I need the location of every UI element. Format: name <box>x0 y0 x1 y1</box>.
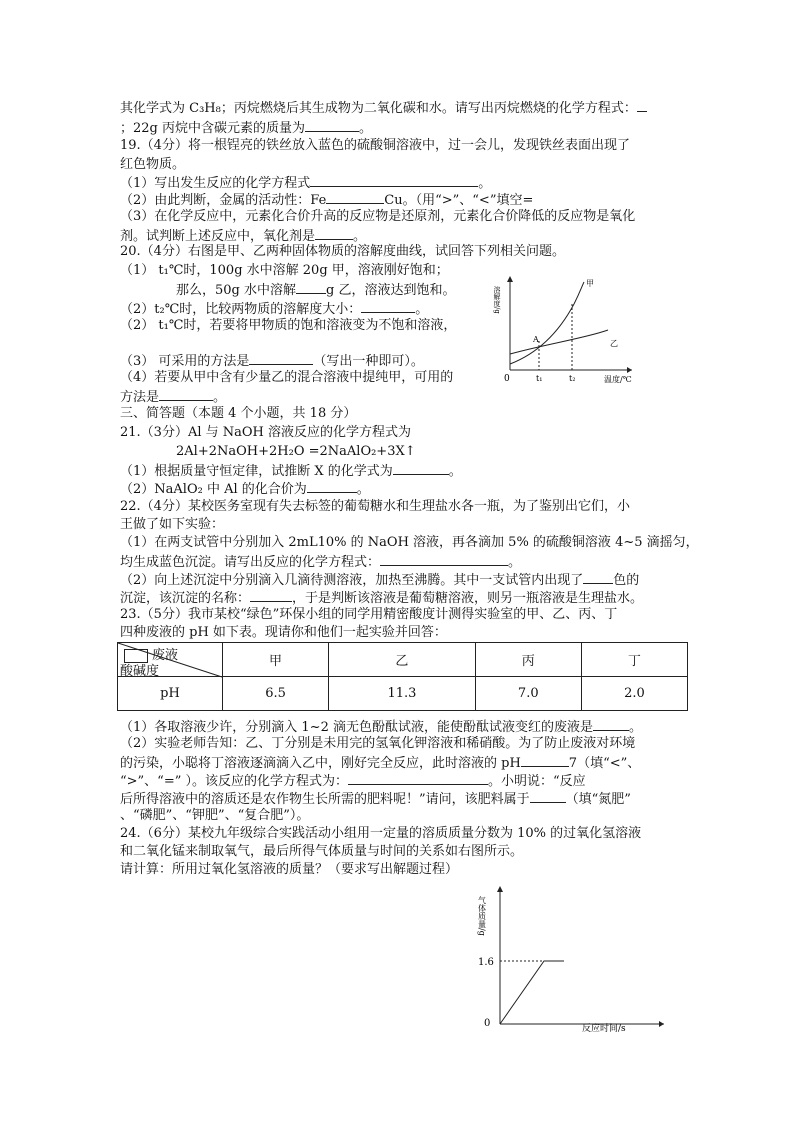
corner-label: 酸碱度 <box>120 664 160 679</box>
series-jia-label: 甲 <box>586 279 594 288</box>
text-line: （2） t₁℃时，若要将甲物质的饱和溶液变为不饱和溶液， <box>120 318 457 333</box>
text-line: 红色物质。 <box>120 157 186 172</box>
text-line: ；22g 丙烷中含碳元素的质量为 。 <box>120 117 372 139</box>
series-jia-line <box>510 282 584 364</box>
y-axis-arrow-icon <box>507 276 513 282</box>
point-a-label: A <box>533 335 539 344</box>
question-21: 21.（3分）Al 与 NaOH 溶液反应的化学方程式为 <box>120 425 412 440</box>
equation: 2Al+2NaOH+2H₂O =2NaAlO₂+3X↑ <box>176 444 416 459</box>
series-yi-label: 乙 <box>610 339 618 348</box>
text-line: 四种废液的 pH 如下表。现请你和他们一起实验并回答： <box>120 625 447 640</box>
ph-table <box>117 642 688 711</box>
text-line: 和二氧化锰来制取氧气，最后所得气体质量与时间的关系如右图所示。 <box>120 844 524 859</box>
y-axis-label: 溶解度/g <box>493 286 501 314</box>
text-line: （3）在化学反应中，元素化合价升高的反应物是还原剂，元素化合价降低的反应物是氧化 <box>120 209 636 224</box>
text-line: 其化学式为 C₃H₈；丙烷燃烧后其生成物为二氧化碳和水。请写出丙烷燃烧的化学方程式： <box>120 97 647 119</box>
solubility-graph <box>493 274 636 386</box>
origin-label: 0 <box>484 1018 491 1029</box>
text-line: 那么，50g 水中溶解 g 乙，溶液达到饱和。 <box>176 279 455 301</box>
text-line: 方法是 。 <box>120 386 226 408</box>
gas-mass-graph <box>478 884 668 1034</box>
table-cell: 6.5 <box>223 677 329 711</box>
table-cell: 2.0 <box>581 677 687 711</box>
table-row <box>118 677 688 711</box>
t1-label: t₁ <box>536 374 543 383</box>
question-23: 23.（5分）我市某校“绿色”环保小组的同学用精密酸度计测得实验室的甲、乙、丙、丁 <box>120 607 618 622</box>
t2-label: t₂ <box>569 374 576 383</box>
text-line: 、“磷肥”、“钾肥”、“复合肥”）。 <box>120 808 310 823</box>
gas-mass-line <box>500 961 564 1024</box>
row-label: pH <box>118 677 223 711</box>
x-axis-arrow-icon <box>659 1021 664 1027</box>
table-cell: 11.3 <box>329 677 476 711</box>
y-axis-arrow-icon <box>497 886 503 892</box>
section-heading: 三、简答题（本题 4 个小题，共 18 分） <box>120 406 357 421</box>
table-header: 丁 <box>581 643 687 677</box>
text-line: 请计算：所用过氧化氢溶液的质量？（要求写出解题过程） <box>120 862 459 877</box>
text-line: （2）实验老师告知：乙、丁分别是未用完的氢氧化钾溶液和稀硝酸。为了防止废液对环境 <box>120 736 636 751</box>
text-line: （1） t₁℃时，100g 水中溶解 20g 甲，溶液刚好饱和； <box>120 263 449 278</box>
x-axis-arrow-icon <box>627 367 632 373</box>
x-axis-label: 反应时间/s <box>582 1024 626 1034</box>
question-19: 19.（4分）将一根锃亮的铁丝放入蓝色的硫酸铜溶液中，过一会儿，发现铁丝表面出现了 <box>120 138 630 153</box>
text-line: （1）写出发生反应的化学方程式 。 <box>120 172 491 194</box>
question-22: 22.（4分）某校医务室现有失去标签的葡萄糖水和生理盐水各一瓶，为了鉴别出它们，小 <box>120 499 630 514</box>
question-24: 24.（6分）某校九年级综合实践活动小组用一定量的溶质质量分数为 10% 的过氧化氢溶液 <box>120 826 642 841</box>
text-line: 王做了如下实验： <box>120 517 225 532</box>
question-20: 20.（4分）右图是甲、乙两种固体物质的溶解度曲线，试回答下列相关问题。 <box>120 244 565 259</box>
text-line: （3） 可采用的方法是 （写出一种即可）。 <box>120 350 424 372</box>
text-line: “>”、“=” ）。该反应的化学方程式为： 。小明说：“反应 <box>120 770 586 792</box>
table-corner-cell: 废液 酸碱度 <box>118 643 223 677</box>
table-header-row <box>118 643 688 677</box>
text-line: （1）各取溶液少许，分别滴入 1~2 滴无色酚酞试液，能使酚酞试液变红的废液是 。 <box>120 716 642 738</box>
y-value-label: 1.6 <box>478 957 494 968</box>
table-header: 甲 <box>223 643 329 677</box>
y-axis-label: 气体质量/g <box>477 896 487 936</box>
text-line: 的污染，小聪将丁溶液逐滴滴入乙中，刚好完全反应，此时溶液的 pH 7（填“<”、 <box>120 752 640 774</box>
text-line: 沉淀，该沉淀的名称： ，于是判断该溶液是葡萄糖溶液，则另一瓶溶液是生理盐水。 <box>120 587 643 609</box>
text-line: 均生成蓝色沉淀。请写出反应的化学方程式： 。 <box>120 551 521 573</box>
text-line: （1）根据质量守恒定律，试推断 X 的化学式为 。 <box>120 460 462 482</box>
text-line: （2）t₂℃时，比较两物质的溶解度大小： 。 <box>120 298 428 320</box>
table-header: 乙 <box>329 643 476 677</box>
text-line: （2）NaAlO₂ 中 Al 的化合价为 。 <box>120 478 370 500</box>
text-line: （4）若要从甲中含有少量乙的混合溶液中提纯甲，可用的 <box>120 370 454 385</box>
text-line: 后所得溶液中的溶质还是农作物生长所需的肥料呢！”请问，该肥料属于 （填“氮肥” <box>120 788 631 810</box>
series-yi-line <box>510 330 608 354</box>
text-line: 剂。试判断上述反应中，氧化剂是 。 <box>120 225 366 247</box>
text-line: （2）向上述沉淀中分别滴入几滴待测溶液，加热至沸腾。其中一支试管内出现了 色的 <box>120 569 639 591</box>
table-header: 丙 <box>475 643 581 677</box>
origin-label: 0 <box>504 374 510 384</box>
x-axis-label: 温度/℃ <box>604 375 632 384</box>
text-line: （2）由此判断，金属的活动性：Fe Cu。（用“>”、“<”填空= <box>120 189 533 211</box>
text-line: （1）在两支试管中分别加入 2mL10% 的 NaOH 溶液，再各滴加 5% 的硫酸铜溶液 4~5 滴摇匀， <box>120 535 699 550</box>
table-cell: 7.0 <box>475 677 581 711</box>
